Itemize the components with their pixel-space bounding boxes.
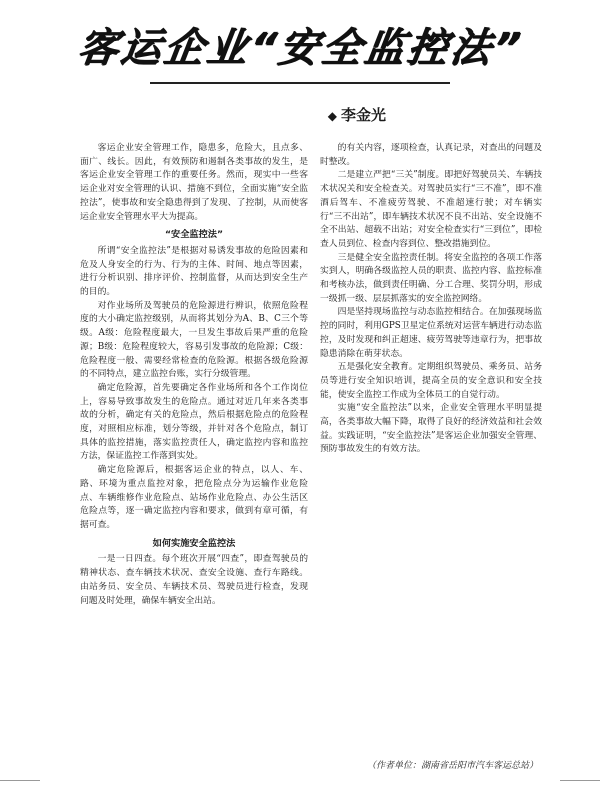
right-column [320, 142, 542, 742]
scan-edge-mark [560, 780, 600, 781]
scan-edge-mark [0, 780, 40, 781]
author-name: 李金光 [340, 106, 386, 124]
paragraph: 确定危险源后，根据客运企业的特点，以人、车、路、环境为重点监控对象，把危险点分为运输作业危险点、车辆维修作业危险点、站场作业危险点、办公生活区危险点等，逐一确定监控内容和要求，做到有章可循，有据可查。 [80, 465, 308, 530]
paragraph: 确定危险源，首先要确定各作业场所和各个工作岗位上，容易导致事故发生的危险点。通过对近几年来各类事故的分析，确定有关的危险点，然后根据危险点的危险程度，对照相应标准，划分等级，并针对各个危险点，制订具体的监控措施，落实监控责任人，确定监控内容和监控方法，保证监控工作落到实处。 [80, 382, 308, 462]
left-column [80, 142, 308, 784]
paragraph: 五是强化安全教育。定期组织驾驶员、乘务员、站务员等进行安全知识培训，提高全员的安全意识和安全技能，使安全监控工作成为全体员工的自觉行动。 [320, 362, 542, 400]
paragraph: 对作业场所及驾驶员的危险源进行辨识，依照危险程度的大小确定监控级别，从而将其划分为A、B、C三个等级。A级：危险程度最大，一旦发生事故后果严重的危险源；B级：危险程度较大，容易引发事故的危险源；C级：危险程度一般、需要经常检查的危险源。根据各级危险源的不同特点，建立监控台账，实行分级管理。 [80, 300, 308, 380]
paragraph: 所谓“安全监控法”是根据对易诱发事故的危险因素和危及人身安全的行为、行为的主体、时间、地点等因素，进行分析识别、排序评价、控制监督，从而达到安全生产的目的。 [80, 245, 308, 298]
paragraph: 三是健全安全监控责任制。将安全监控的各项工作落实到人，明确各级监控人员的职责、监控内容、监控标准和考核办法，做到责任明确、分工合理、奖罚分明，形成一级抓一级、层层抓落实的安全监控网络。 [320, 252, 542, 304]
diamond-bullet-icon: ◆ [327, 109, 337, 123]
paragraph: 实施“安全监控法”以来，企业安全管理水平明显提高，各类事故大幅下降，取得了良好的经济效益和社会效益。实践证明，“安全监控法”是客运企业加强安全管理、预防事故发生的有效方法。 [320, 403, 542, 455]
author-byline [328, 106, 386, 125]
paragraph: 四是坚持现场监控与动态监控相结合。在加强现场监控的同时，利用GPS卫星定位系统对运营车辆进行动态监控，及时发现和纠正超速、疲劳驾驶等违章行为，把事故隐患消除在萌芽状态。 [320, 307, 542, 359]
section-heading: “安全监控法” [164, 229, 223, 241]
section-heading: 如何实施安全监控法 [152, 537, 236, 549]
paragraph: 一是一日四查。每个班次开展“四查”，即查驾驶员的精神状态、查车辆技术状况、查安全设施、查行车路线。由站务员、安全员、车辆技术员、驾驶员进行检查，发现问题及时处理，确保车辆安全出站。 [80, 554, 308, 606]
source-note: （作者单位：湖南省岳阳市汽车客运总站） [366, 761, 538, 771]
paragraph: 二是建立严把“三关”制度。即把好驾驶员关、车辆技术状况关和安全检查关。对驾驶员实行“三不准”，即不准酒后驾车、不准疲劳驾驶、不准超速行驶；对车辆实行“三不出站”，即车辆技术状况不良不出站、安全设施不全不出站、超载不出站；对安全检查实行“三到位”，即检查人员到位、检查内容到位、整改措施到位。 [320, 170, 542, 249]
title-underline [150, 82, 450, 84]
paragraph: 客运企业安全管理工作，隐患多，危险大，且点多、面广、线长。因此，有效预防和遏制各类事故的发生，是客运企业安全管理工作的重要任务。然而，现实中一些客运企业对安全管理的认识、措施不到位，全面实施“安全监控法”，使事故和安全隐患得到了发现、了控制，从而使客运企业安全管理水平大为提高。 [80, 143, 308, 222]
article-title: 客运企业“安全监控法” [74, 25, 526, 71]
paragraph: 的有关内容，逐项检查，认真记录，对查出的问题及时整改。 [320, 143, 542, 167]
